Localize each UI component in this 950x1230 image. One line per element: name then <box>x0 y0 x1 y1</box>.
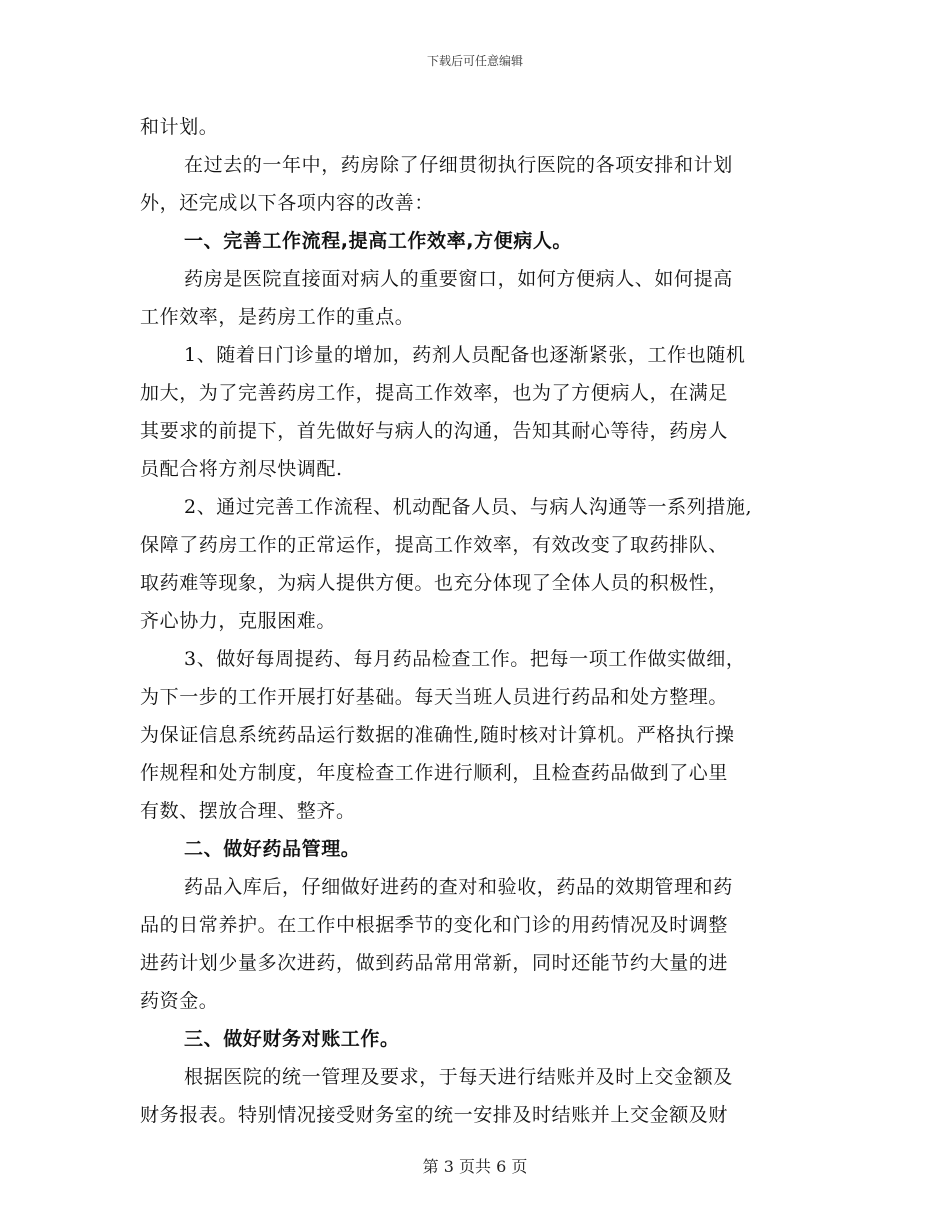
text-line: 为下一步的工作开展打好基础。每天当班人员进行药品和处方整理。 <box>140 686 729 708</box>
text-line: 作规程和处方制度，年度检查工作进行顺利，且检查药品做到了心里 <box>140 762 729 784</box>
text-line: 进药计划少量多次进药，做到药品常用常新，同时还能节约大量的进 <box>140 952 729 974</box>
text-line: 外，还完成以下各项内容的改善： <box>140 192 435 214</box>
text-line: 齐心协力，克服困难。 <box>140 610 337 632</box>
text-line: 药品入库后，仔细做好进药的查对和验收，药品的效期管理和药 <box>184 876 733 898</box>
text-line: 员配合将方剂尽快调配. <box>140 458 343 480</box>
text-line: 财务报表。特别情况接受财务室的统一安排及时结账并上交金额及财 <box>140 1104 729 1126</box>
text-line: 1、随着日门诊量的增加，药剂人员配备也逐渐紧张，工作也随机 <box>184 344 746 366</box>
text-line: 品的日常养护。在工作中根据季节的变化和门诊的用药情况及时调整 <box>140 914 729 936</box>
text-line: 药房是医院直接面对病人的重要窗口，如何方便病人、如何提高 <box>184 268 733 290</box>
text-line: 保障了药房工作的正常运作，提高工作效率，有效改变了取药排队、 <box>140 534 729 556</box>
text-line: 其要求的前提下，首先做好与病人的沟通，告知其耐心等待，药房人 <box>140 420 729 442</box>
text-line: 药资金。 <box>140 990 219 1012</box>
text-line: 为保证信息系统药品运行数据的准确性,随时核对计算机。严格执行操 <box>140 724 735 746</box>
text-line: 2、通过完善工作流程、机动配备人员、与病人沟通等一系列措施, <box>184 496 753 518</box>
text-line: 取药难等现象，为病人提供方便。也充分体现了全体人员的积极性， <box>140 572 729 594</box>
page-header: 下载后可任意编辑 <box>426 54 523 68</box>
text-line: 加大，为了完善药房工作，提高工作效率，也为了方便病人，在满足 <box>140 382 729 404</box>
text-line: 工作效率，是药房工作的重点。 <box>140 306 415 328</box>
section-heading: 三、做好财务对账工作。 <box>184 1028 400 1050</box>
section-heading: 一、完善工作流程,提高工作效率,方便病人。 <box>184 230 573 252</box>
text-line: 3、做好每周提药、每月药品检查工作。把每一项工作做实做细， <box>184 648 746 670</box>
text-line: 根据医院的统一管理及要求，于每天进行结账并及时上交金额及 <box>184 1066 733 1088</box>
document-body <box>140 108 820 1134</box>
text-line: 和计划。 <box>140 116 219 138</box>
text-line: 有数、摆放合理、整齐。 <box>140 800 356 822</box>
section-heading: 二、做好药品管理。 <box>184 838 361 860</box>
text-line: 在过去的一年中，药房除了仔细贯彻执行医院的各项安排和计划 <box>184 154 733 176</box>
page-number: 第 3 页共 6 页 <box>422 1157 528 1176</box>
